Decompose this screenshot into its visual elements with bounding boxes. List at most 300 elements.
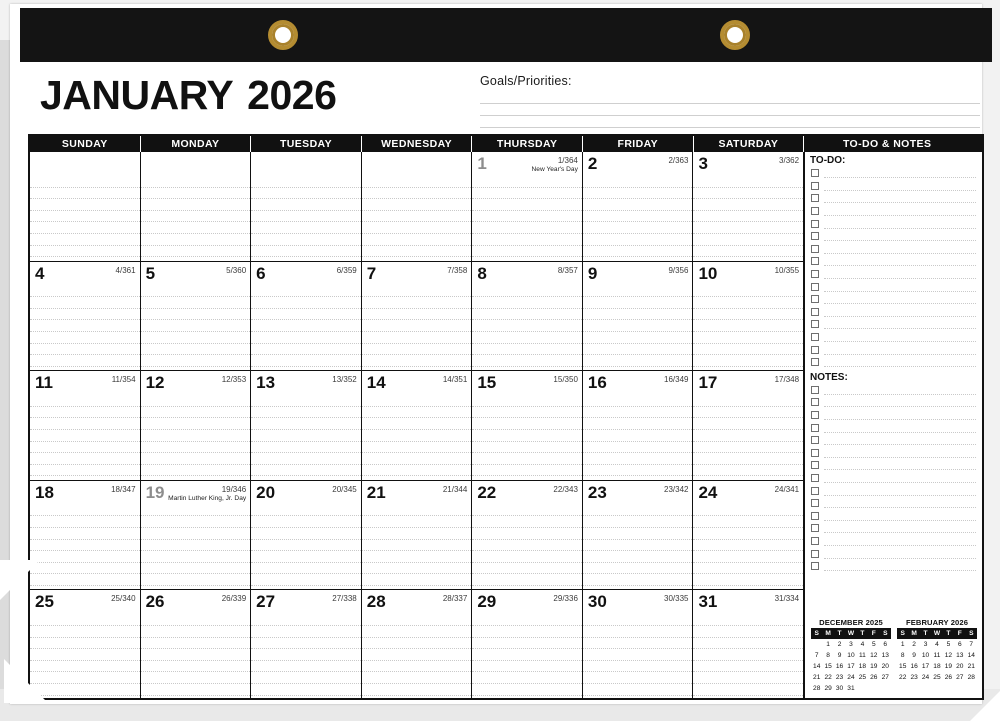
note-item[interactable]	[811, 459, 976, 472]
write-lines[interactable]	[472, 395, 582, 476]
mini-dow: T	[920, 628, 931, 639]
write-lines[interactable]	[251, 614, 361, 695]
mini-day	[931, 683, 942, 694]
todo-label: TO-DO:	[810, 155, 846, 166]
checkbox-icon[interactable]	[811, 169, 819, 177]
mini-dow: W	[931, 628, 942, 639]
day-cell[interactable]	[30, 262, 141, 371]
checkbox-icon[interactable]	[811, 346, 819, 354]
julian-day: 13/352	[332, 375, 357, 385]
day-cell[interactable]	[141, 590, 252, 700]
write-lines[interactable]	[693, 286, 803, 367]
weekday-header-sunday: SUNDAY	[30, 136, 141, 152]
page-fold-bottom-right	[970, 691, 1000, 721]
mini-calendar-table	[811, 628, 891, 694]
mini-day: 25	[933, 674, 941, 681]
mini-day	[920, 683, 931, 694]
todo-notes-panel	[804, 152, 982, 700]
julian-day: 4/361	[115, 265, 136, 275]
write-lines[interactable]	[251, 176, 361, 257]
note-item[interactable]	[811, 522, 976, 535]
julian-day: 29/336	[553, 594, 578, 604]
grid-body	[30, 152, 982, 700]
write-lines[interactable]	[472, 614, 582, 695]
mini-day: 17	[847, 663, 855, 670]
checkbox-icon[interactable]	[811, 220, 819, 228]
mini-day: 8	[826, 652, 830, 659]
todo-item[interactable]	[811, 205, 976, 218]
write-lines[interactable]	[583, 176, 693, 257]
mini-day: 14	[813, 663, 821, 670]
julian-day: 31/334	[774, 594, 800, 604]
day-cell[interactable]	[583, 481, 694, 590]
mini-day: 11	[858, 652, 866, 659]
write-lines[interactable]	[472, 286, 582, 367]
todo-item[interactable]	[811, 293, 976, 306]
checkbox-icon[interactable]	[811, 207, 819, 215]
todo-item[interactable]	[811, 331, 976, 344]
checkbox-icon[interactable]	[811, 283, 819, 291]
goals-write-line[interactable]	[480, 104, 980, 116]
note-item[interactable]	[811, 421, 976, 434]
mini-calendar-title: FEBRUARY 2026	[905, 618, 969, 627]
day-number: 8	[477, 263, 487, 283]
goals-priorities-section	[480, 74, 980, 128]
note-item[interactable]	[811, 560, 976, 573]
day-number: 7	[366, 263, 377, 283]
grommet-hole-left-icon	[268, 20, 298, 50]
holiday-label: Martin Luther King, Jr. Day	[168, 494, 247, 502]
mini-day: 23	[910, 674, 918, 681]
day-number: 16	[587, 373, 607, 393]
todo-item[interactable]	[811, 217, 976, 230]
mini-day: 14	[967, 652, 975, 659]
mini-day: 12	[870, 652, 878, 659]
mini-day: 10	[847, 652, 855, 659]
write-lines[interactable]	[472, 505, 582, 586]
day-cell[interactable]	[251, 262, 362, 371]
note-item[interactable]	[811, 484, 976, 497]
julian-day: 21/344	[442, 484, 468, 494]
day-number: 20	[256, 482, 276, 502]
mini-day: 19	[870, 663, 878, 670]
note-item[interactable]	[811, 497, 976, 510]
mini-day: 19	[944, 663, 953, 670]
day-cell[interactable]	[472, 481, 583, 590]
day-cell[interactable]	[583, 590, 694, 700]
day-cell[interactable]	[693, 152, 804, 261]
mini-day: 4	[860, 641, 865, 648]
weekday-header-saturday: SATURDAY	[694, 136, 805, 152]
checkbox-icon[interactable]	[811, 562, 819, 570]
day-cell[interactable]	[362, 590, 473, 700]
mini-dow: M	[908, 628, 919, 639]
mini-calendar-title: DECEMBER 2025	[819, 618, 883, 627]
checkbox-icon[interactable]	[811, 232, 819, 240]
day-number: 9	[587, 263, 598, 283]
day-cell[interactable]	[362, 152, 473, 261]
note-item[interactable]	[811, 396, 976, 409]
day-number: 26	[145, 592, 165, 612]
notes-list	[805, 384, 982, 573]
week-row	[30, 590, 804, 700]
day-number: 21	[366, 482, 386, 502]
day-cell[interactable]	[362, 262, 473, 371]
mini-day: 15	[899, 663, 907, 670]
note-item[interactable]	[811, 472, 976, 485]
day-number: 4	[35, 263, 45, 283]
day-cell[interactable]	[141, 262, 252, 371]
checkbox-icon[interactable]	[811, 461, 819, 469]
note-item[interactable]	[811, 509, 976, 522]
week-row	[30, 152, 804, 262]
julian-day: 12/353	[221, 375, 247, 385]
day-number: 27	[256, 592, 276, 612]
write-lines[interactable]	[251, 505, 361, 586]
day-cell[interactable]	[583, 262, 694, 371]
checkbox-icon[interactable]	[811, 436, 819, 444]
checkbox-icon[interactable]	[811, 295, 819, 303]
mini-day: 17	[921, 663, 930, 670]
mini-day: 18	[933, 663, 941, 670]
weekday-header-tuesday: TUESDAY	[251, 136, 362, 152]
mini-day	[943, 683, 954, 694]
mini-day: 21	[813, 674, 821, 681]
todo-item[interactable]	[811, 268, 976, 281]
todo-list	[805, 167, 982, 369]
mini-day: 3	[849, 641, 853, 648]
todo-item[interactable]	[811, 243, 976, 256]
julian-day: 26/339	[221, 594, 247, 604]
day-number: 14	[366, 373, 386, 393]
mini-dow: W	[845, 628, 856, 639]
day-number: 19	[145, 482, 165, 502]
day-number: 10	[698, 263, 718, 283]
todo-item[interactable]	[811, 306, 976, 319]
weekday-header-friday: FRIDAY	[583, 136, 694, 152]
mini-dow: T	[943, 628, 954, 639]
mini-day	[954, 683, 965, 694]
checkbox-icon[interactable]	[811, 474, 819, 482]
mini-day: 20	[881, 663, 889, 670]
write-lines[interactable]	[30, 505, 140, 586]
julian-day: 2/363	[668, 156, 689, 165]
mini-day: 8	[900, 652, 905, 659]
todo-item[interactable]	[811, 343, 976, 356]
day-cell[interactable]	[141, 481, 252, 590]
day-cell[interactable]	[472, 152, 583, 261]
mini-day: 20	[956, 663, 964, 670]
write-lines[interactable]	[141, 286, 251, 367]
mini-day	[908, 683, 919, 694]
write-lines[interactable]	[583, 286, 693, 367]
write-lines[interactable]	[30, 176, 140, 257]
mini-day	[857, 683, 868, 694]
mini-calendars	[805, 614, 982, 700]
mini-day: 24	[921, 674, 930, 681]
mini-day: 5	[946, 641, 951, 648]
julian-day: 30/335	[664, 594, 689, 604]
mini-day: 9	[837, 652, 842, 659]
day-cell[interactable]	[693, 481, 804, 590]
note-item[interactable]	[811, 384, 976, 397]
checkbox-icon[interactable]	[811, 270, 819, 278]
write-lines[interactable]	[251, 286, 361, 367]
checkbox-icon[interactable]	[811, 320, 819, 328]
mini-calendar-table	[897, 628, 977, 694]
mini-day: 11	[933, 652, 941, 659]
mini-day: 7	[814, 652, 819, 659]
note-item[interactable]	[811, 535, 976, 548]
notes-label: NOTES:	[810, 371, 848, 383]
write-lines[interactable]	[693, 614, 803, 695]
day-cell[interactable]	[30, 481, 141, 590]
julian-day: 16/349	[664, 375, 689, 385]
todo-item[interactable]	[811, 230, 976, 243]
julian-day: 25/340	[111, 594, 136, 604]
checkbox-icon[interactable]	[811, 182, 819, 190]
day-cell[interactable]	[362, 371, 473, 480]
write-lines[interactable]	[362, 505, 472, 586]
mini-calendar-previous-month	[811, 618, 891, 694]
day-cell[interactable]	[141, 152, 252, 261]
weekday-header-row	[30, 136, 982, 152]
checkbox-icon[interactable]	[811, 424, 819, 432]
grommet-hole-right-icon	[720, 20, 750, 50]
checkbox-icon[interactable]	[811, 537, 819, 545]
write-lines[interactable]	[583, 395, 693, 476]
julian-day: 7/358	[447, 265, 468, 275]
write-lines[interactable]	[693, 505, 803, 586]
day-number: 3	[698, 154, 708, 173]
julian-day: 3/362	[779, 156, 800, 165]
checkbox-icon[interactable]	[811, 411, 819, 419]
mini-day: 22	[899, 674, 907, 681]
goals-write-line[interactable]	[480, 92, 980, 104]
write-lines[interactable]	[362, 395, 472, 476]
day-cell[interactable]	[693, 590, 804, 700]
checkbox-icon[interactable]	[811, 333, 819, 341]
mini-day	[880, 683, 891, 694]
mini-day: 24	[847, 674, 855, 681]
binding-strip	[20, 8, 992, 62]
write-lines[interactable]	[583, 505, 693, 586]
checkbox-icon[interactable]	[811, 398, 819, 406]
day-cell[interactable]	[583, 152, 694, 261]
mini-day: 18	[858, 663, 867, 670]
weekday-header-thursday: THURSDAY	[472, 136, 583, 152]
checkbox-icon[interactable]	[811, 512, 819, 520]
julian-day: 22/343	[553, 484, 578, 494]
mini-dow: S	[880, 628, 891, 639]
mini-day	[811, 639, 822, 650]
checkbox-icon[interactable]	[811, 487, 819, 495]
day-cell[interactable]	[251, 371, 362, 480]
todo-item[interactable]	[811, 192, 976, 205]
mini-dow: F	[868, 628, 879, 639]
checkbox-icon[interactable]	[811, 499, 819, 507]
note-item[interactable]	[811, 446, 976, 459]
checkbox-icon[interactable]	[811, 257, 819, 265]
mini-dow: M	[822, 628, 833, 639]
day-number: 18	[35, 482, 54, 502]
week-row	[30, 481, 804, 591]
mini-day: 2	[837, 641, 842, 648]
month-label: JANUARY	[40, 72, 234, 118]
mini-day: 6	[883, 641, 888, 648]
day-cell[interactable]	[472, 590, 583, 700]
julian-day: 14/351	[442, 375, 468, 385]
calendar-header	[20, 64, 992, 134]
checkbox-icon[interactable]	[811, 245, 819, 253]
day-cell[interactable]	[362, 481, 473, 590]
todo-item[interactable]	[811, 280, 976, 293]
mini-day: 16	[910, 663, 918, 670]
day-cell[interactable]	[251, 152, 362, 261]
mini-day: 26	[870, 674, 878, 681]
mini-dow: F	[954, 628, 965, 639]
mini-day	[897, 683, 908, 694]
mini-day: 27	[881, 674, 889, 681]
page-title	[40, 72, 336, 119]
day-cell[interactable]	[693, 262, 804, 371]
write-lines[interactable]	[472, 176, 582, 257]
day-number: 31	[698, 592, 718, 612]
day-cell[interactable]	[251, 590, 362, 700]
julian-day: 15/350	[553, 375, 578, 385]
todo-item[interactable]	[811, 318, 976, 331]
write-lines[interactable]	[141, 505, 251, 586]
mini-dow: T	[834, 628, 845, 639]
day-cell[interactable]	[30, 152, 141, 261]
julian-day: 24/341	[774, 484, 800, 494]
mini-day: 10	[921, 652, 930, 659]
write-lines[interactable]	[362, 286, 472, 367]
mini-day: 16	[835, 663, 844, 670]
weeks-area	[30, 152, 804, 700]
mini-day: 6	[957, 641, 962, 648]
julian-day: 20/345	[332, 484, 357, 494]
write-lines[interactable]	[30, 286, 140, 367]
mini-day: 25	[858, 674, 867, 681]
checkbox-icon[interactable]	[811, 308, 819, 316]
checkbox-icon[interactable]	[811, 550, 819, 558]
write-lines[interactable]	[141, 614, 251, 695]
week-row	[30, 371, 804, 481]
todo-item[interactable]	[811, 255, 976, 268]
mini-day: 26	[944, 674, 953, 681]
day-number: 11	[35, 373, 53, 393]
day-number: 1	[477, 154, 487, 173]
todo-item[interactable]	[811, 180, 976, 193]
mini-day: 27	[956, 674, 964, 681]
day-number: 5	[145, 263, 156, 283]
note-item[interactable]	[811, 409, 976, 422]
day-cell[interactable]	[583, 371, 694, 480]
page-fold-bottom-left	[4, 659, 48, 703]
checkbox-icon[interactable]	[811, 449, 819, 457]
write-lines[interactable]	[693, 395, 803, 476]
write-lines[interactable]	[251, 395, 361, 476]
mini-day: 31	[847, 685, 855, 692]
mini-dow: S	[897, 628, 908, 639]
write-lines[interactable]	[362, 614, 472, 695]
write-lines[interactable]	[583, 614, 693, 695]
calendar-sheet	[10, 4, 982, 704]
goals-label: Goals/Priorities:	[480, 74, 572, 88]
mini-day: 23	[835, 674, 844, 681]
mini-day: 29	[824, 685, 832, 692]
day-number: 24	[698, 482, 718, 502]
holiday-label: New Year's Day	[531, 166, 578, 173]
mini-day: 12	[944, 652, 953, 659]
mini-day: 28	[813, 685, 821, 692]
mini-day: 1	[900, 641, 905, 648]
julian-day: 9/356	[668, 265, 689, 275]
page-fold-top-left	[0, 560, 40, 600]
mini-dow: S	[966, 628, 977, 639]
checkbox-icon[interactable]	[811, 358, 819, 366]
mini-day: 1	[826, 641, 830, 648]
day-number: 22	[477, 482, 497, 502]
weekday-header-wednesday: WEDNESDAY	[362, 136, 473, 152]
note-item[interactable]	[811, 434, 976, 447]
julian-day: 8/357	[557, 265, 578, 275]
todo-item[interactable]	[811, 167, 976, 180]
mini-day: 7	[969, 641, 974, 648]
year-label: 2026	[247, 72, 337, 118]
mini-day: 13	[956, 652, 964, 659]
write-lines[interactable]	[30, 395, 140, 476]
day-cell[interactable]	[472, 371, 583, 480]
write-lines[interactable]	[141, 395, 251, 476]
note-item[interactable]	[811, 547, 976, 560]
day-cell[interactable]	[693, 371, 804, 480]
goals-write-line[interactable]	[480, 116, 980, 128]
checkbox-icon[interactable]	[811, 194, 819, 202]
mini-dow: T	[857, 628, 868, 639]
write-lines[interactable]	[141, 176, 251, 257]
julian-day: 6/359	[336, 265, 357, 275]
mini-day: 21	[967, 663, 975, 670]
todo-item[interactable]	[811, 356, 976, 369]
day-cell[interactable]	[472, 262, 583, 371]
week-row	[30, 262, 804, 372]
mini-day: 22	[824, 674, 832, 681]
day-number: 12	[145, 373, 165, 393]
julian-day: 17/348	[774, 375, 800, 385]
day-cell[interactable]	[30, 371, 141, 480]
notes-column-header: TO-DO & NOTES	[842, 138, 932, 150]
julian-day: 11/354	[111, 375, 136, 385]
day-number: 13	[256, 373, 276, 393]
mini-day: 4	[935, 641, 939, 648]
checkbox-icon[interactable]	[811, 386, 819, 394]
checkbox-icon[interactable]	[811, 524, 819, 532]
mini-calendar-next-month	[897, 618, 977, 694]
day-cell[interactable]	[251, 481, 362, 590]
day-cell[interactable]	[141, 371, 252, 480]
mini-day: 28	[967, 674, 975, 681]
mini-day: 15	[824, 663, 832, 670]
day-number: 23	[587, 482, 607, 502]
julian-day: 1/364	[557, 156, 578, 165]
day-number: 15	[477, 373, 497, 393]
write-lines[interactable]	[362, 176, 472, 257]
write-lines[interactable]	[693, 176, 803, 257]
julian-day: 27/338	[332, 594, 357, 604]
day-number: 28	[366, 592, 386, 612]
